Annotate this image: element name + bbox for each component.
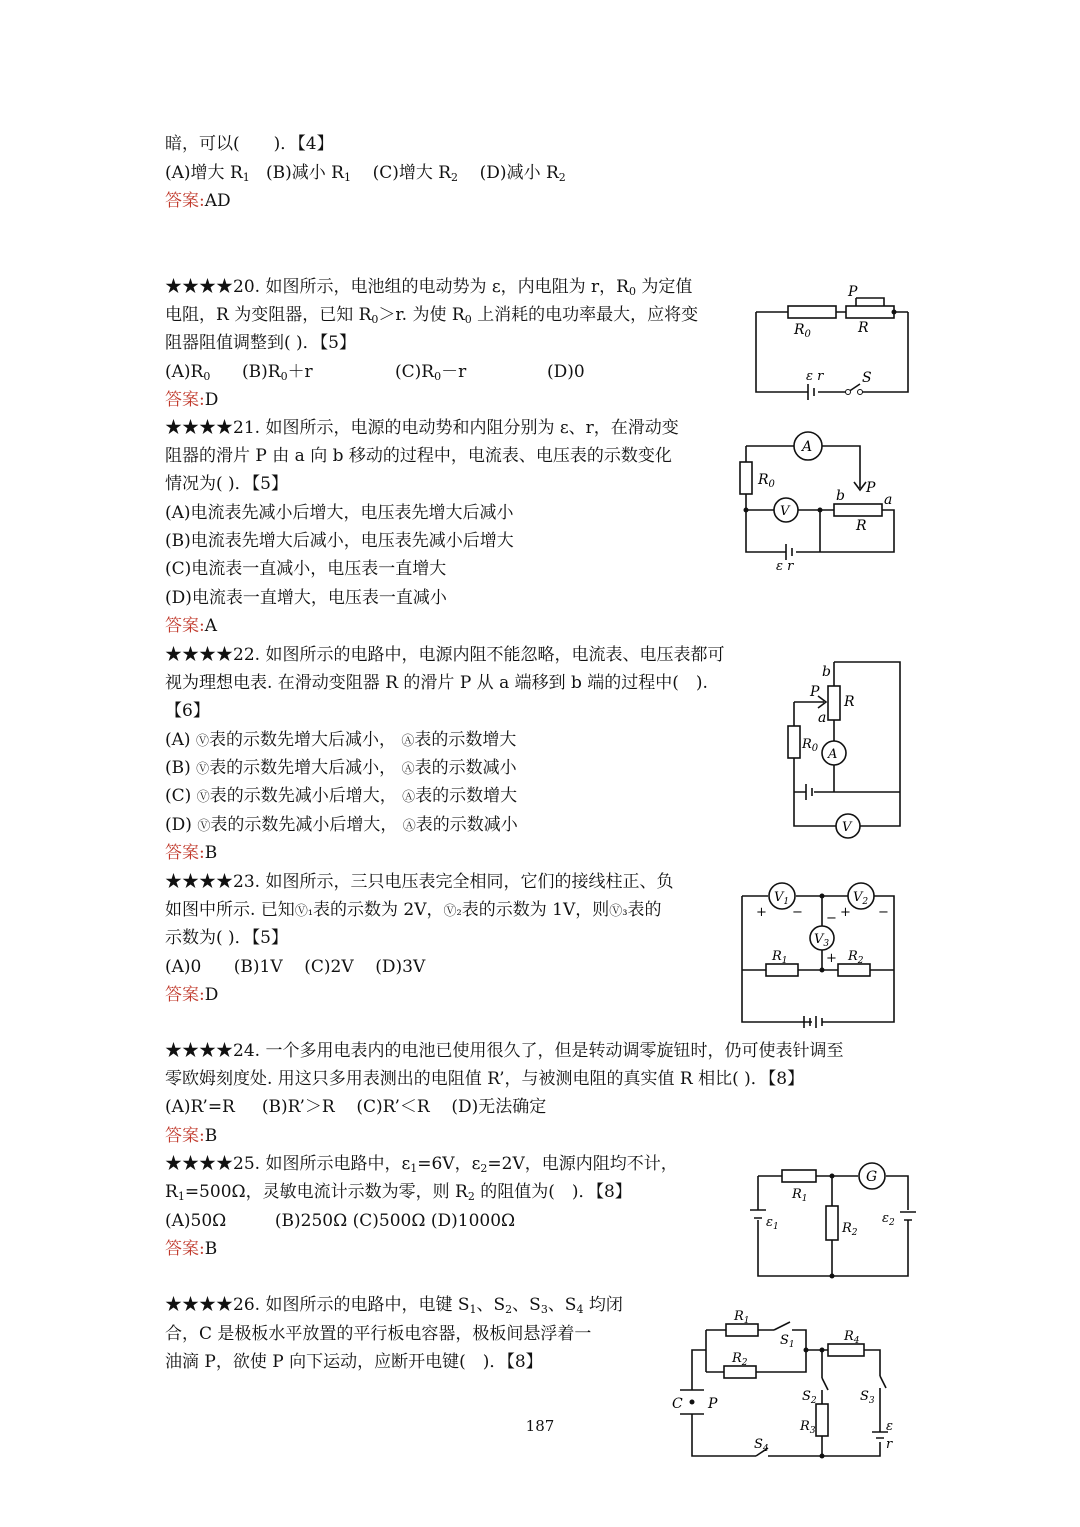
q22-r-rheostat bbox=[828, 686, 840, 720]
svg-text:R1: $R_1$ bbox=[734, 1309, 750, 1326]
svg-text:R2: $R_2$ bbox=[732, 1351, 748, 1368]
q25-stem: ★★★★25. 如图所示电路中，$\varepsilon_1=6V$，$\varepsilon_2=2V$，电源内阻均不计， bbox=[165, 1154, 678, 1175]
svg-text:G: G bbox=[866, 1169, 878, 1185]
svg-text:−: − bbox=[826, 911, 837, 926]
q20-r-rheostat bbox=[846, 306, 894, 318]
q23-stem: ★★★★23. 如图所示，三只电压表完全相同，它们的接线柱正、负 bbox=[165, 872, 674, 892]
q26-switch-s3 bbox=[880, 1376, 886, 1388]
q21-option-c: (C)电流表一直减小，电压表一直增大 bbox=[165, 559, 447, 579]
svg-text:S1: $S_1$ bbox=[780, 1333, 795, 1350]
q25-options: (A)50Ω (B)250Ω (C)500Ω (D)1000Ω bbox=[165, 1211, 516, 1231]
q23-r2-resistor bbox=[838, 964, 870, 976]
svg-text:b: b bbox=[822, 664, 831, 680]
q22-answer: 答案:B bbox=[165, 843, 218, 863]
svg-text:R3: $R_3$ bbox=[800, 1419, 816, 1436]
q21-option-b: (B)电流表先增大后减小，电压表先减小后增大 bbox=[165, 531, 514, 551]
q21-answer: 答案:A bbox=[165, 616, 218, 636]
q22-stem-3: 【6】 bbox=[165, 701, 210, 721]
svg-text:b: b bbox=[836, 488, 845, 504]
q23-options: (A)0 (B)1V (C)2V (D)3V bbox=[165, 957, 426, 977]
svg-text:V3: $V_3$ bbox=[814, 932, 830, 949]
q26-circuit-figure bbox=[668, 1306, 898, 1466]
q26-oil-drop-p bbox=[690, 1400, 695, 1405]
svg-text:a: a bbox=[884, 492, 893, 508]
q21-option-a: (A)电流表先减小后增大，电压表先增大后减小 bbox=[165, 503, 514, 523]
svg-text:S: S bbox=[862, 370, 872, 386]
q23-circuit-figure bbox=[738, 880, 898, 1030]
q25-r1-resistor bbox=[782, 1170, 816, 1182]
q20-battery bbox=[808, 384, 814, 400]
q26-stem-2: 合，C 是极板水平放置的平行板电容器，极板间悬浮着一 bbox=[165, 1324, 592, 1344]
svg-text:ε r: ε r bbox=[806, 369, 824, 384]
q22-stem: ★★★★22. 如图所示的电路中，电源内阻不能忽略，电流表、电压表都可 bbox=[165, 645, 725, 665]
svg-text:P: P bbox=[866, 480, 876, 496]
q19-stem-tail: 暗，可以( )．【4】 bbox=[165, 134, 334, 154]
svg-text:R0: $R_0$ bbox=[802, 737, 819, 754]
q22-circuit-figure bbox=[786, 660, 906, 840]
q20-stem: ★★★★20. 如图所示，电池组的电动势为 ε，内电阻为 r，$R_0$ 为定值 bbox=[165, 277, 693, 298]
q26-stem-3: 油滴 P，欲使 P 向下运动，应断开电键( )．【8】 bbox=[165, 1352, 543, 1372]
svg-text:R: R bbox=[856, 518, 867, 534]
q21-circuit-figure bbox=[736, 432, 906, 574]
svg-text:ε1: $\varepsilon_1$ bbox=[766, 1215, 779, 1232]
svg-text:V: V bbox=[780, 504, 790, 519]
q22-stem-2: 视为理想电表. 在滑动变阻器 R 的滑片 P 从 a 端移到 b 端的过程中( ). bbox=[165, 673, 708, 693]
q23-answer: 答案:D bbox=[165, 985, 219, 1005]
q22-r0-resistor bbox=[788, 726, 800, 758]
q20-circuit-figure bbox=[748, 284, 928, 404]
q21-option-d: (D)电流表一直增大，电压表一直减小 bbox=[165, 588, 447, 608]
q25-battery-e2 bbox=[900, 1212, 916, 1220]
q25-stem-2: $R_1=500\Omega$，灵敏电流计示数为零，则 $R_2$ 的阻值为( )．【8】 bbox=[165, 1182, 632, 1203]
svg-text:C: C bbox=[672, 1396, 683, 1412]
q23-stem-2: 如图中所示. 已知Ⓥ₁表的示数为 2V，Ⓥ₂表的示数为 1V，则Ⓥ₃表的 bbox=[165, 900, 662, 920]
q19-options: (A)增大 $R_1$ (B)减小 $R_1$ (C)增大 $R_2$ (D)减小 $R_2$ bbox=[165, 163, 566, 184]
q20-answer: 答案:D bbox=[165, 390, 219, 410]
svg-text:R1: $R_1$ bbox=[792, 1187, 808, 1204]
svg-text:−: − bbox=[878, 905, 889, 920]
svg-text:V2: $V_2$ bbox=[853, 890, 869, 907]
svg-text:S2: $S_2$ bbox=[802, 1389, 817, 1406]
svg-text:a: a bbox=[818, 710, 827, 726]
svg-text:A: A bbox=[802, 439, 813, 455]
q21-battery bbox=[786, 544, 792, 560]
q25-r2-resistor bbox=[826, 1206, 838, 1240]
svg-text:V1: $V_1$ bbox=[774, 890, 790, 907]
svg-text:P: P bbox=[708, 1396, 718, 1412]
svg-text:+: + bbox=[756, 905, 767, 920]
q26-switch-s2 bbox=[822, 1378, 828, 1390]
q26-stem: ★★★★26. 如图所示的电路中，电键 $S_1$、$S_2$、$S_3$、$S_4$ 均闭 bbox=[165, 1295, 623, 1316]
q22-battery bbox=[806, 784, 812, 800]
page-number: 187 bbox=[525, 1417, 555, 1435]
q21-stem-3: 情况为( )．【5】 bbox=[165, 474, 288, 494]
svg-text:R1: $R_1$ bbox=[772, 949, 788, 966]
svg-text:A: A bbox=[828, 747, 838, 762]
svg-text:R0: $R_0$ bbox=[794, 322, 811, 340]
q22-option-c: (C) Ⓥ表的示数先减小后增大， Ⓐ表的示数增大 bbox=[165, 786, 518, 806]
svg-text:ε: ε bbox=[886, 1419, 893, 1434]
svg-text:R4: $R_4$ bbox=[844, 1329, 860, 1346]
q20-slider-p bbox=[856, 298, 884, 306]
svg-text:S3: $S_3$ bbox=[860, 1389, 875, 1406]
svg-text:P: P bbox=[848, 284, 858, 300]
q22-option-a: (A) Ⓥ表的示数先增大后减小， Ⓐ表的示数增大 bbox=[165, 730, 517, 750]
svg-text:+: + bbox=[826, 951, 837, 966]
q24-stem: ★★★★24. 一个多用电表内的电池已使用很久了，但是转动调零旋钮时，仍可使表针调至 bbox=[165, 1041, 844, 1061]
q25-circuit-figure bbox=[752, 1160, 922, 1280]
q26-r1-resistor bbox=[726, 1324, 758, 1336]
q25-answer: 答案:B bbox=[165, 1239, 218, 1259]
svg-text:R2: $R_2$ bbox=[848, 949, 864, 966]
q21-r-rheostat bbox=[834, 504, 882, 516]
svg-text:+: + bbox=[840, 905, 851, 920]
q21-stem: ★★★★21. 如图所示，电源的电动势和内阻分别为 ε、r，在滑动变 bbox=[165, 418, 679, 438]
svg-text:−: − bbox=[792, 905, 803, 920]
svg-text:P: P bbox=[810, 684, 820, 700]
q20-stem-3: 阻器阻值调整到( )．【5】 bbox=[165, 333, 356, 353]
q23-stem-3: 示数为( )．【5】 bbox=[165, 928, 288, 948]
svg-text:R: R bbox=[858, 320, 869, 336]
q24-stem-2: 零欧姆刻度处. 用这只多用表测出的电阻值 R’，与被测电阻的真实值 R 相比( )．【8】 bbox=[165, 1069, 805, 1089]
svg-text:R: R bbox=[844, 694, 855, 710]
q24-options: (A)R’=R (B)R’＞R (C)R’＜R (D)无法确定 bbox=[165, 1097, 547, 1117]
q21-r0-resistor bbox=[740, 462, 752, 494]
svg-text:R2: $R_2$ bbox=[842, 1221, 858, 1238]
svg-text:r: r bbox=[886, 1437, 893, 1452]
svg-text:R0: $R_0$ bbox=[758, 472, 775, 490]
q26-r2-resistor bbox=[724, 1366, 756, 1378]
svg-text:ε2: $\varepsilon_2$ bbox=[882, 1211, 895, 1228]
q22-option-b: (B) Ⓥ表的示数先增大后减小， Ⓐ表的示数减小 bbox=[165, 758, 517, 778]
q22-option-d: (D) Ⓥ表的示数先减小后增大， Ⓐ表的示数减小 bbox=[165, 815, 518, 835]
q20-stem-2: 电阻，R 为变阻器，已知 $R_0>r$. 为使 $R_0$ 上消耗的电功率最大，应将变 bbox=[165, 305, 699, 326]
svg-text:ε r: ε r bbox=[776, 559, 794, 574]
svg-text:S4: $S_4$ bbox=[754, 1437, 769, 1454]
q24-answer: 答案:B bbox=[165, 1126, 218, 1146]
svg-text:V: V bbox=[842, 820, 852, 835]
q21-stem-2: 阻器的滑片 P 由 a 向 b 移动的过程中，电流表、电压表的示数变化 bbox=[165, 446, 672, 466]
q19-answer: 答案:AD bbox=[165, 191, 231, 211]
q25-battery-e1 bbox=[750, 1210, 766, 1218]
q26-switch-s1 bbox=[774, 1322, 790, 1330]
q20-r0-resistor bbox=[788, 306, 836, 318]
